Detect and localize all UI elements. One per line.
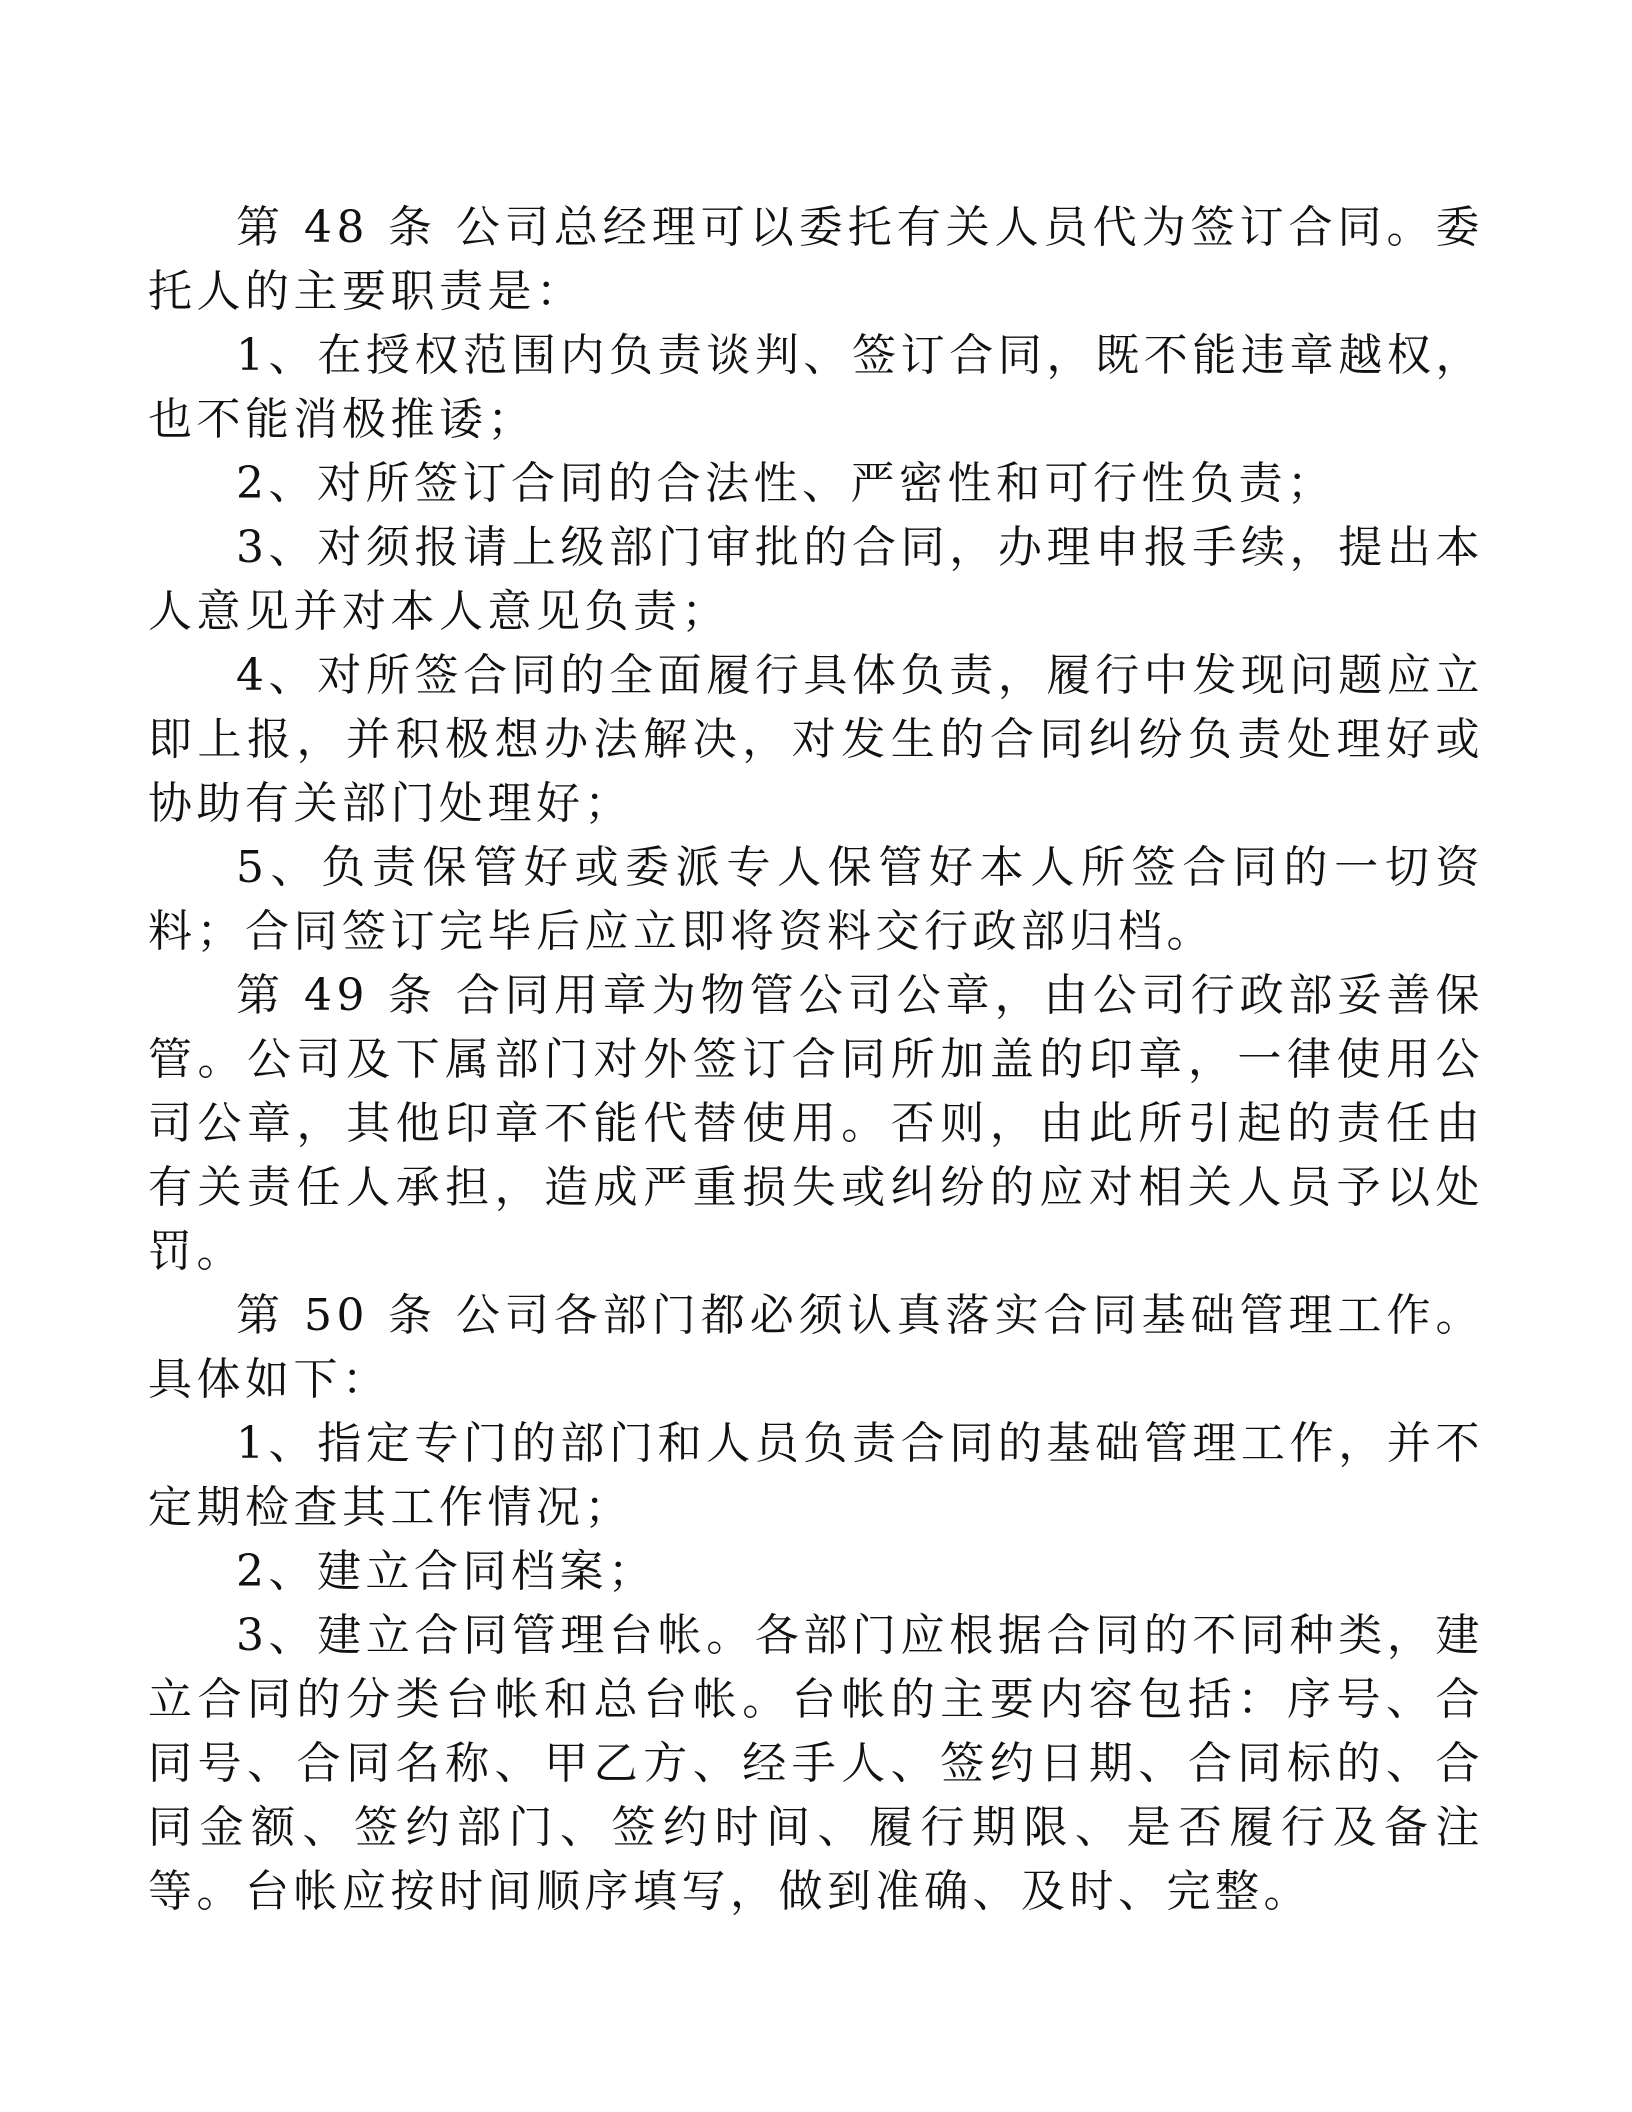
article-49-paragraph: 第 49 条 合同用章为物管公司公章，由公司行政部妥善保管。公司及下属部门对外签订合同所加盖的印章，一律使用公司公章，其他印章不能代替使用。否则，由此所引起的责任由有关责任人承担，造成严重损失或纠纷的应对相关人员予以处罚。 [148, 970, 1484, 1277]
article-48-item-1: 1、在授权范围内负责谈判、签订合同，既不能违章越权，也不能消极推诿； [148, 330, 1484, 445]
article-48-item-3: 3、对须报请上级部门审批的合同，办理申报手续，提出本人意见并对本人意见负责； [148, 522, 1484, 637]
article-50-paragraph: 第 50 条 公司各部门都必须认真落实合同基础管理工作。具体如下： [148, 1290, 1484, 1405]
article-48-paragraph: 第 48 条 公司总经理可以委托有关人员代为签订合同。委托人的主要职责是： [148, 202, 1484, 317]
article-50-item-2: 2、建立合同档案； [236, 1546, 657, 1597]
document-body [148, 196, 1484, 1924]
article-50-item-1: 1、指定专门的部门和人员负责合同的基础管理工作，并不定期检查其工作情况； [148, 1418, 1484, 1533]
article-50-item-3: 3、建立合同管理台帐。各部门应根据合同的不同种类，建立合同的分类台帐和总台帐。台帐的主要内容包括：序号、合同号、合同名称、甲乙方、经手人、签约日期、合同标的、合同金额、签约部门、签约时间、履行期限、是否履行及备注等。台帐应按时间顺序填写，做到准确、及时、完整。 [148, 1610, 1484, 1917]
article-48-item-4: 4、对所签合同的全面履行具体负责，履行中发现问题应立即上报，并积极想办法解决，对发生的合同纠纷负责处理好或协助有关部门处理好； [148, 650, 1484, 829]
article-48-item-2: 2、对所签订合同的合法性、严密性和可行性负责； [236, 458, 1336, 509]
article-48-item-5: 5、负责保管好或委派专人保管好本人所签合同的一切资料；合同签订完毕后应立即将资料交行政部归档。 [148, 842, 1484, 957]
